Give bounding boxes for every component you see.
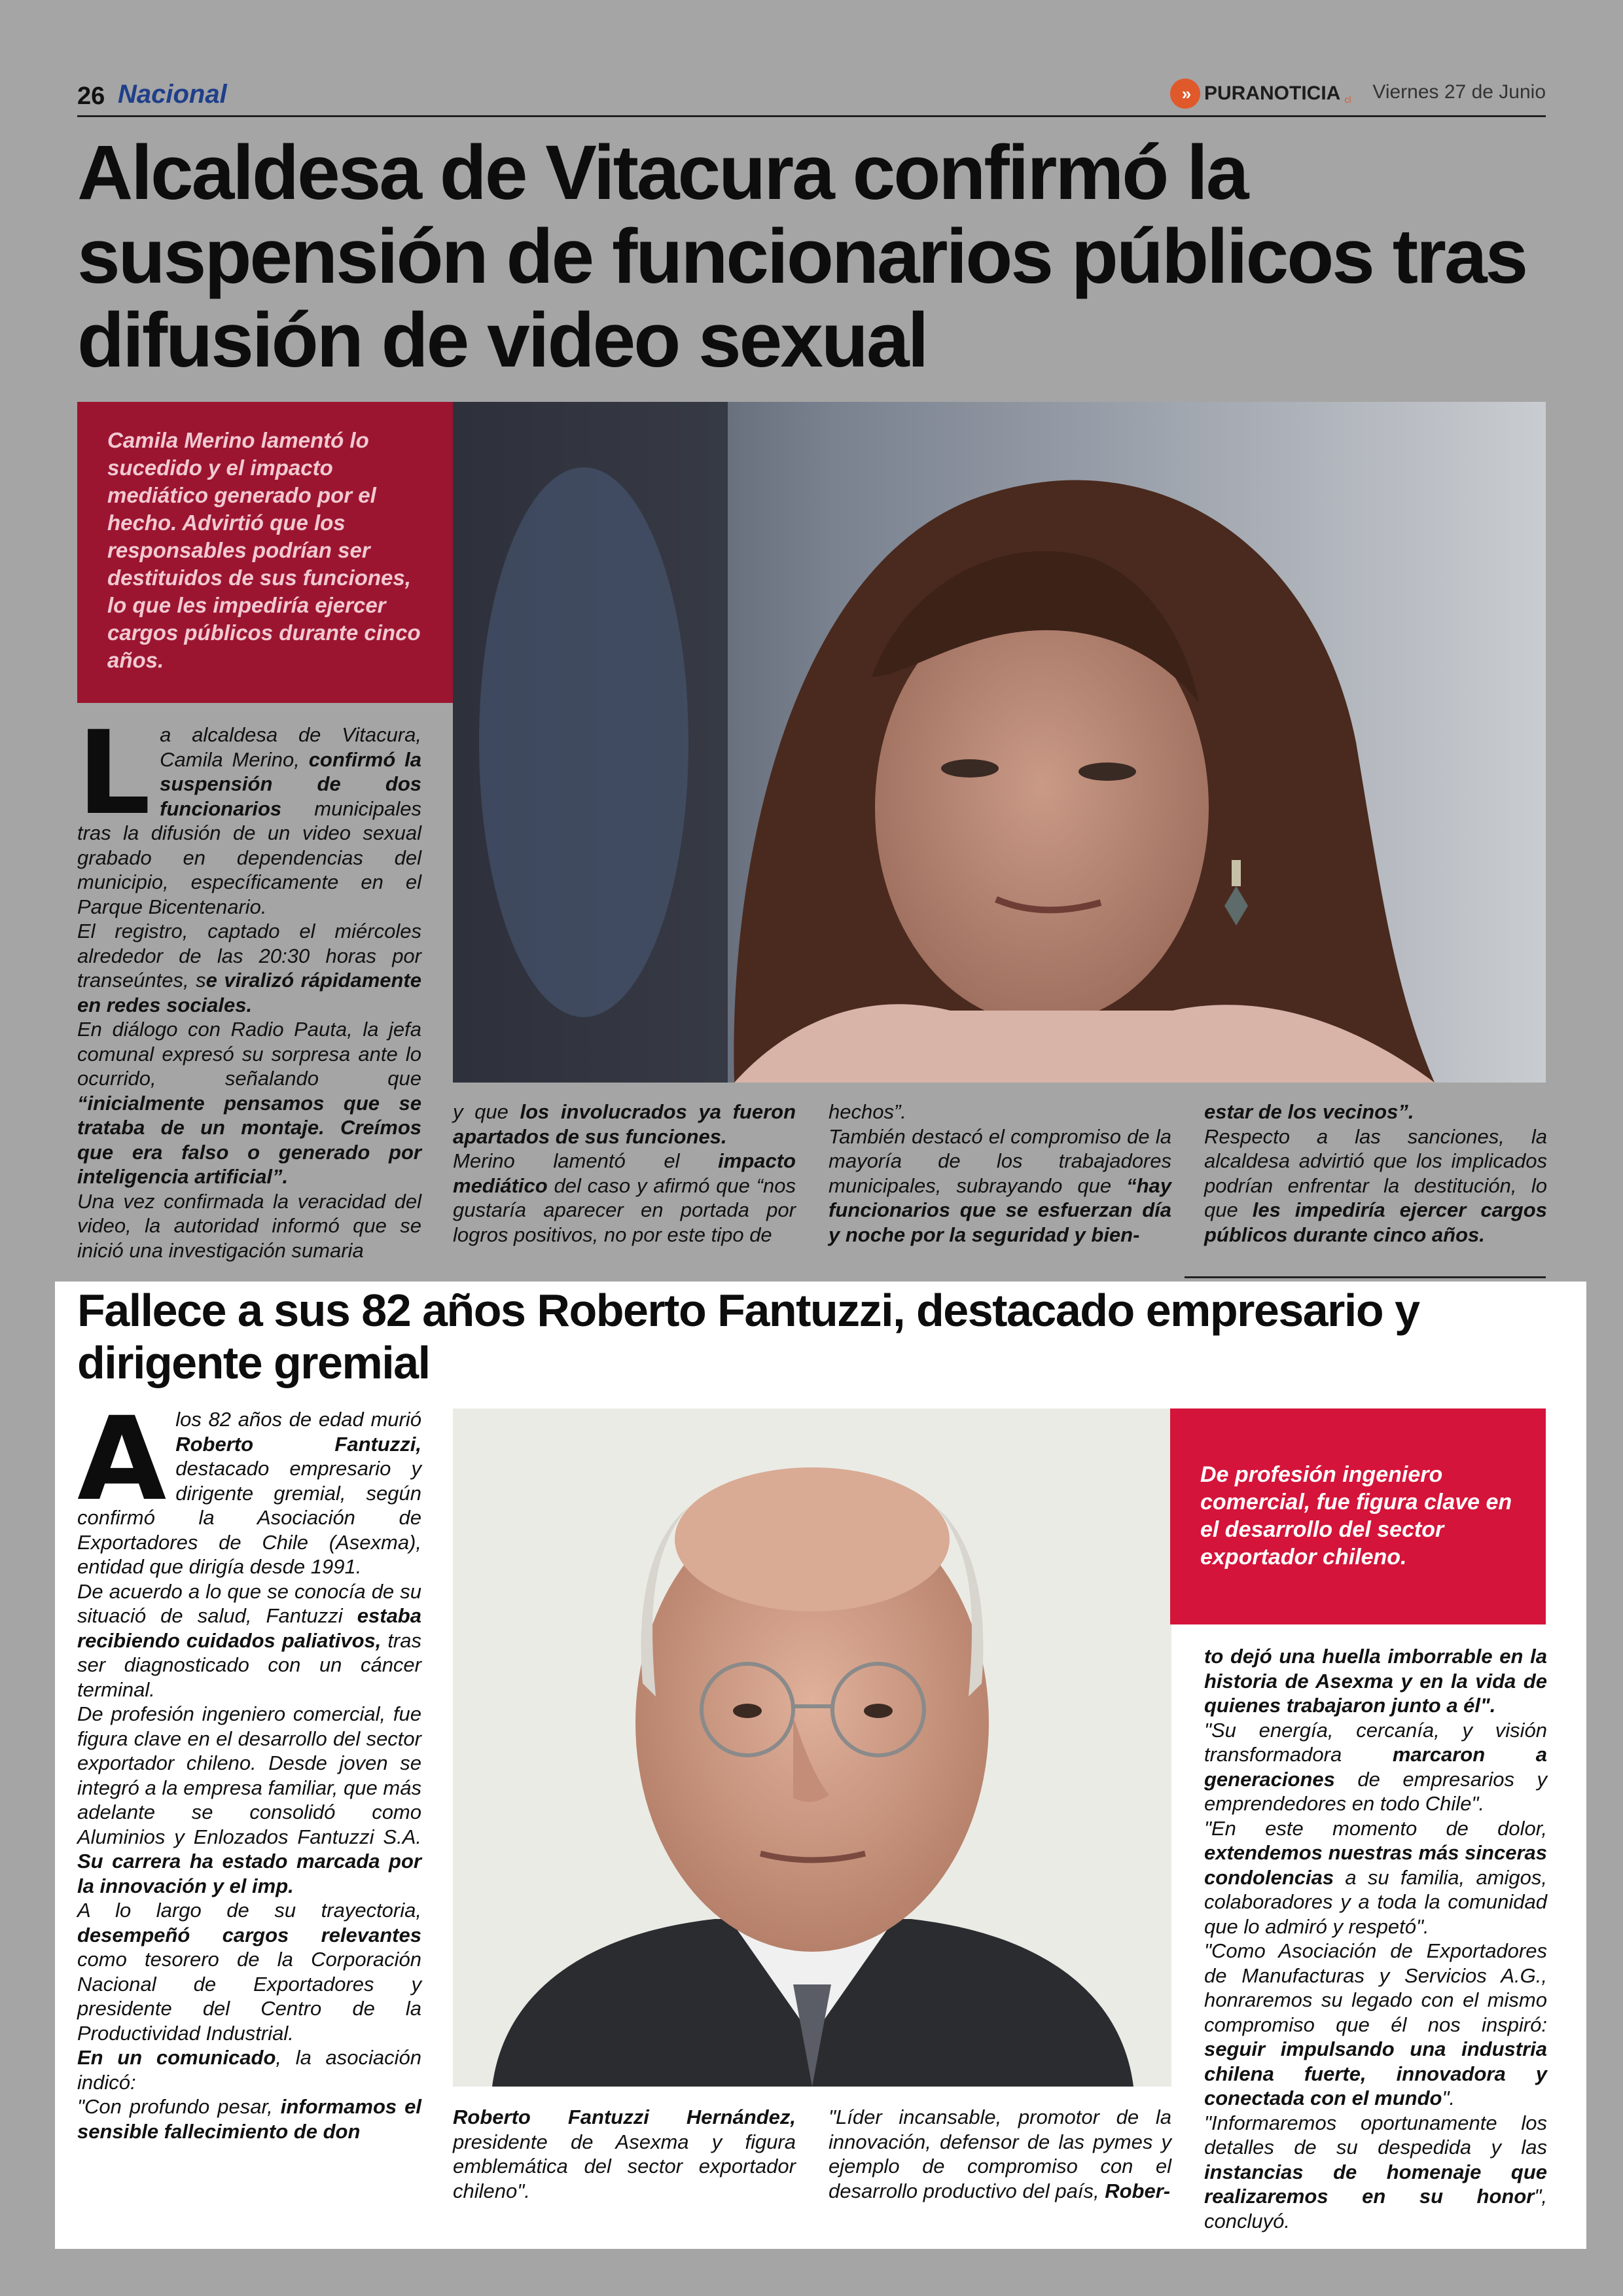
story1-column-1 [77,706,422,1263]
story2-callout-text: De profesión ingeniero comercial, fue figura clave en el desarrollo del sector exportador chileno. [1200,1462,1512,1570]
story1-paragraph: a alcaldesa de Vitacura, Camila Merino, confirmó la suspensión de dos funcionarios municipales tras la difusión de un video sexual grabado en dependencias del municipio, específicamente en el Parque Bicentenario. [77,723,421,918]
publication-logo [1170,77,1351,110]
story1-headline: Alcaldesa de Vitacura confirmó la suspensión de funcionarios públicos tras difusión de video sexual [77,130,1527,384]
story2-column-3 [829,2105,1171,2203]
story1-paragraph: El registro, captado el miércoles alrededor de las 20:30 horas por transeúntes, se viralizó rápidamente en redes sociales. [77,920,422,1016]
story2-paragraph: "En este momento de dolor, extendemos nuestras más sinceras condolencias a su familia, amigos, colaboradores y a toda la comunidad que lo admiró y respetó". [1204,1816,1547,1938]
caption-text: presidente de Asexma y figura emblemática del sector exportador chileno". [453,2130,796,2202]
page-header [77,77,1546,117]
story2-column-1 [77,1392,421,2144]
story2-column-4 [1204,1644,1547,2233]
story1-paragraph: hechos”. [829,1100,906,1123]
story1-column-2 [453,1100,796,1247]
story2-headline: Fallece a sus 82 años Roberto Fantuzzi, destacado empresario y dirigente gremial [77,1285,1419,1388]
story2-paragraph: "Líder incansable, promotor de la innovación, defensor de las pymes y ejemplo de compromiso con el desarrollo productivo del país, Rober- [829,2106,1171,2202]
story1-column-4 [1204,1100,1547,1247]
story1-dropcap: L [77,706,151,840]
header-rule [77,115,1546,117]
story2-paragraph: De profesión ingeniero comercial, fue figura clave en el desarrollo del sector exportador chileno. Desde joven se integró a la empresa familiar, que más adelante se consolidó como Aluminios y Enlozados Fantuzzi S.A. Su carrera ha estado marcada por la innovación y el imp. [77,1702,421,1897]
story2-photo-caption [453,2105,796,2203]
page-number: 26 [77,82,105,110]
story2-paragraph: "Su energía, cercanía, y visión transformadora marcaron a generaciones de empresarios y emprendedores en todo Chile". [1204,1718,1547,1815]
story2-dropcap: A [77,1392,167,1526]
logo-chevrons-icon: » [1170,79,1200,109]
story2-photo-fantuzzi [453,1408,1171,2087]
story1-paragraph: y que los involucrados ya fueron apartados de sus funciones. [453,1100,796,1148]
story1-paragraph: Respecto a las sanciones, la alcaldesa advirtió que los implicados podrían enfrentar la destitución, lo que les impediría ejercer cargos públicos durante cinco años. [1204,1124,1547,1246]
story2-paragraph: "Como Asociación de Exportadores de Manufacturas y Servicios A.G., honraremos su legado con el mismo compromiso que él nos inspiró: seguir impulsando una industria chilena fuerte, innovadora y conectada con el mundo". [1204,1939,1547,2109]
story1-paragraph: También destacó el compromiso de la mayoría de los trabajadores municipales, subrayando que “hay funcionarios que se esfuerzan día y noche por la seguridad y bien- [829,1124,1171,1246]
story1-paragraph: Merino lamentó el impacto mediático del caso y afirmó que “nos gustaría aparecer en portada por logros positivos, no por este tipo de [453,1149,796,1246]
story2-paragraph: to dejó una huella imborrable en la historia de Asexma y en la vida de quienes trabajaron junto a él". [1204,1645,1547,1717]
story1-callout-text: Camila Merino lamentó lo sucedido y el impacto mediático generado por el hecho. Advirtió que los responsables podrían ser destituidos de sus funciones, lo que les impediría ejercer cargos públicos durante cinco años. [107,428,421,672]
story1-paragraph: estar de los vecinos”. [1204,1100,1414,1123]
section-name: Nacional [118,80,227,109]
story1-callout [77,402,453,703]
story1-photo-mayor [453,402,1546,1083]
story2-paragraph: los 82 años de edad murió Roberto Fantuzzi, destacado empresario y dirigente gremial, según confirmó la Asociación de Exportadores de Chile (Asexma), entidad que dirigía desde 1991. [77,1408,421,1578]
story2-paragraph: "Con profundo pesar, informamos el sensible fallecimiento de don [77,2095,421,2143]
story1-paragraph: En diálogo con Radio Pauta, la jefa comunal expresó su sorpresa ante lo ocurrido, señalando que “inicialmente pensamos que se trataba de un montaje. Creímos que era falso o generado por inteligencia artificial”. [77,1018,421,1188]
issue-date: Viernes 27 de Junio [1372,81,1546,103]
story2-callout [1170,1408,1546,1624]
logo-suffix: cl [1344,94,1351,105]
story1-end-rule [1185,1276,1546,1278]
story2-paragraph: A lo largo de su trayectoria, desempeñó cargos relevantes como tesorero de la Corporación Nacional de Exportadores y presidente del Centro de la Productividad Industrial. [77,1899,421,2045]
story2-paragraph: En un comunicado, la asociación indicó: [77,2046,421,2094]
story2-paragraph: De acuerdo a lo que se conocía de su situació de salud, Fantuzzi estaba recibiendo cuidados paliativos, tras ser diagnosticado con un cáncer terminal. [77,1579,421,1701]
caption-name: Roberto Fantuzzi Hernández, [453,2106,796,2128]
story2-paragraph: "Informaremos oportunamente los detalles de su despedida y las instancias de homenaje que realizaremos en su honor", concluyó. [1204,2111,1547,2233]
story1-column-3 [829,1100,1171,1247]
logo-text: PURANOTICIA [1204,82,1341,104]
story1-paragraph: Una vez confirmada la veracidad del video, la autoridad informó que se inició una investigación sumaria [77,1189,421,1262]
